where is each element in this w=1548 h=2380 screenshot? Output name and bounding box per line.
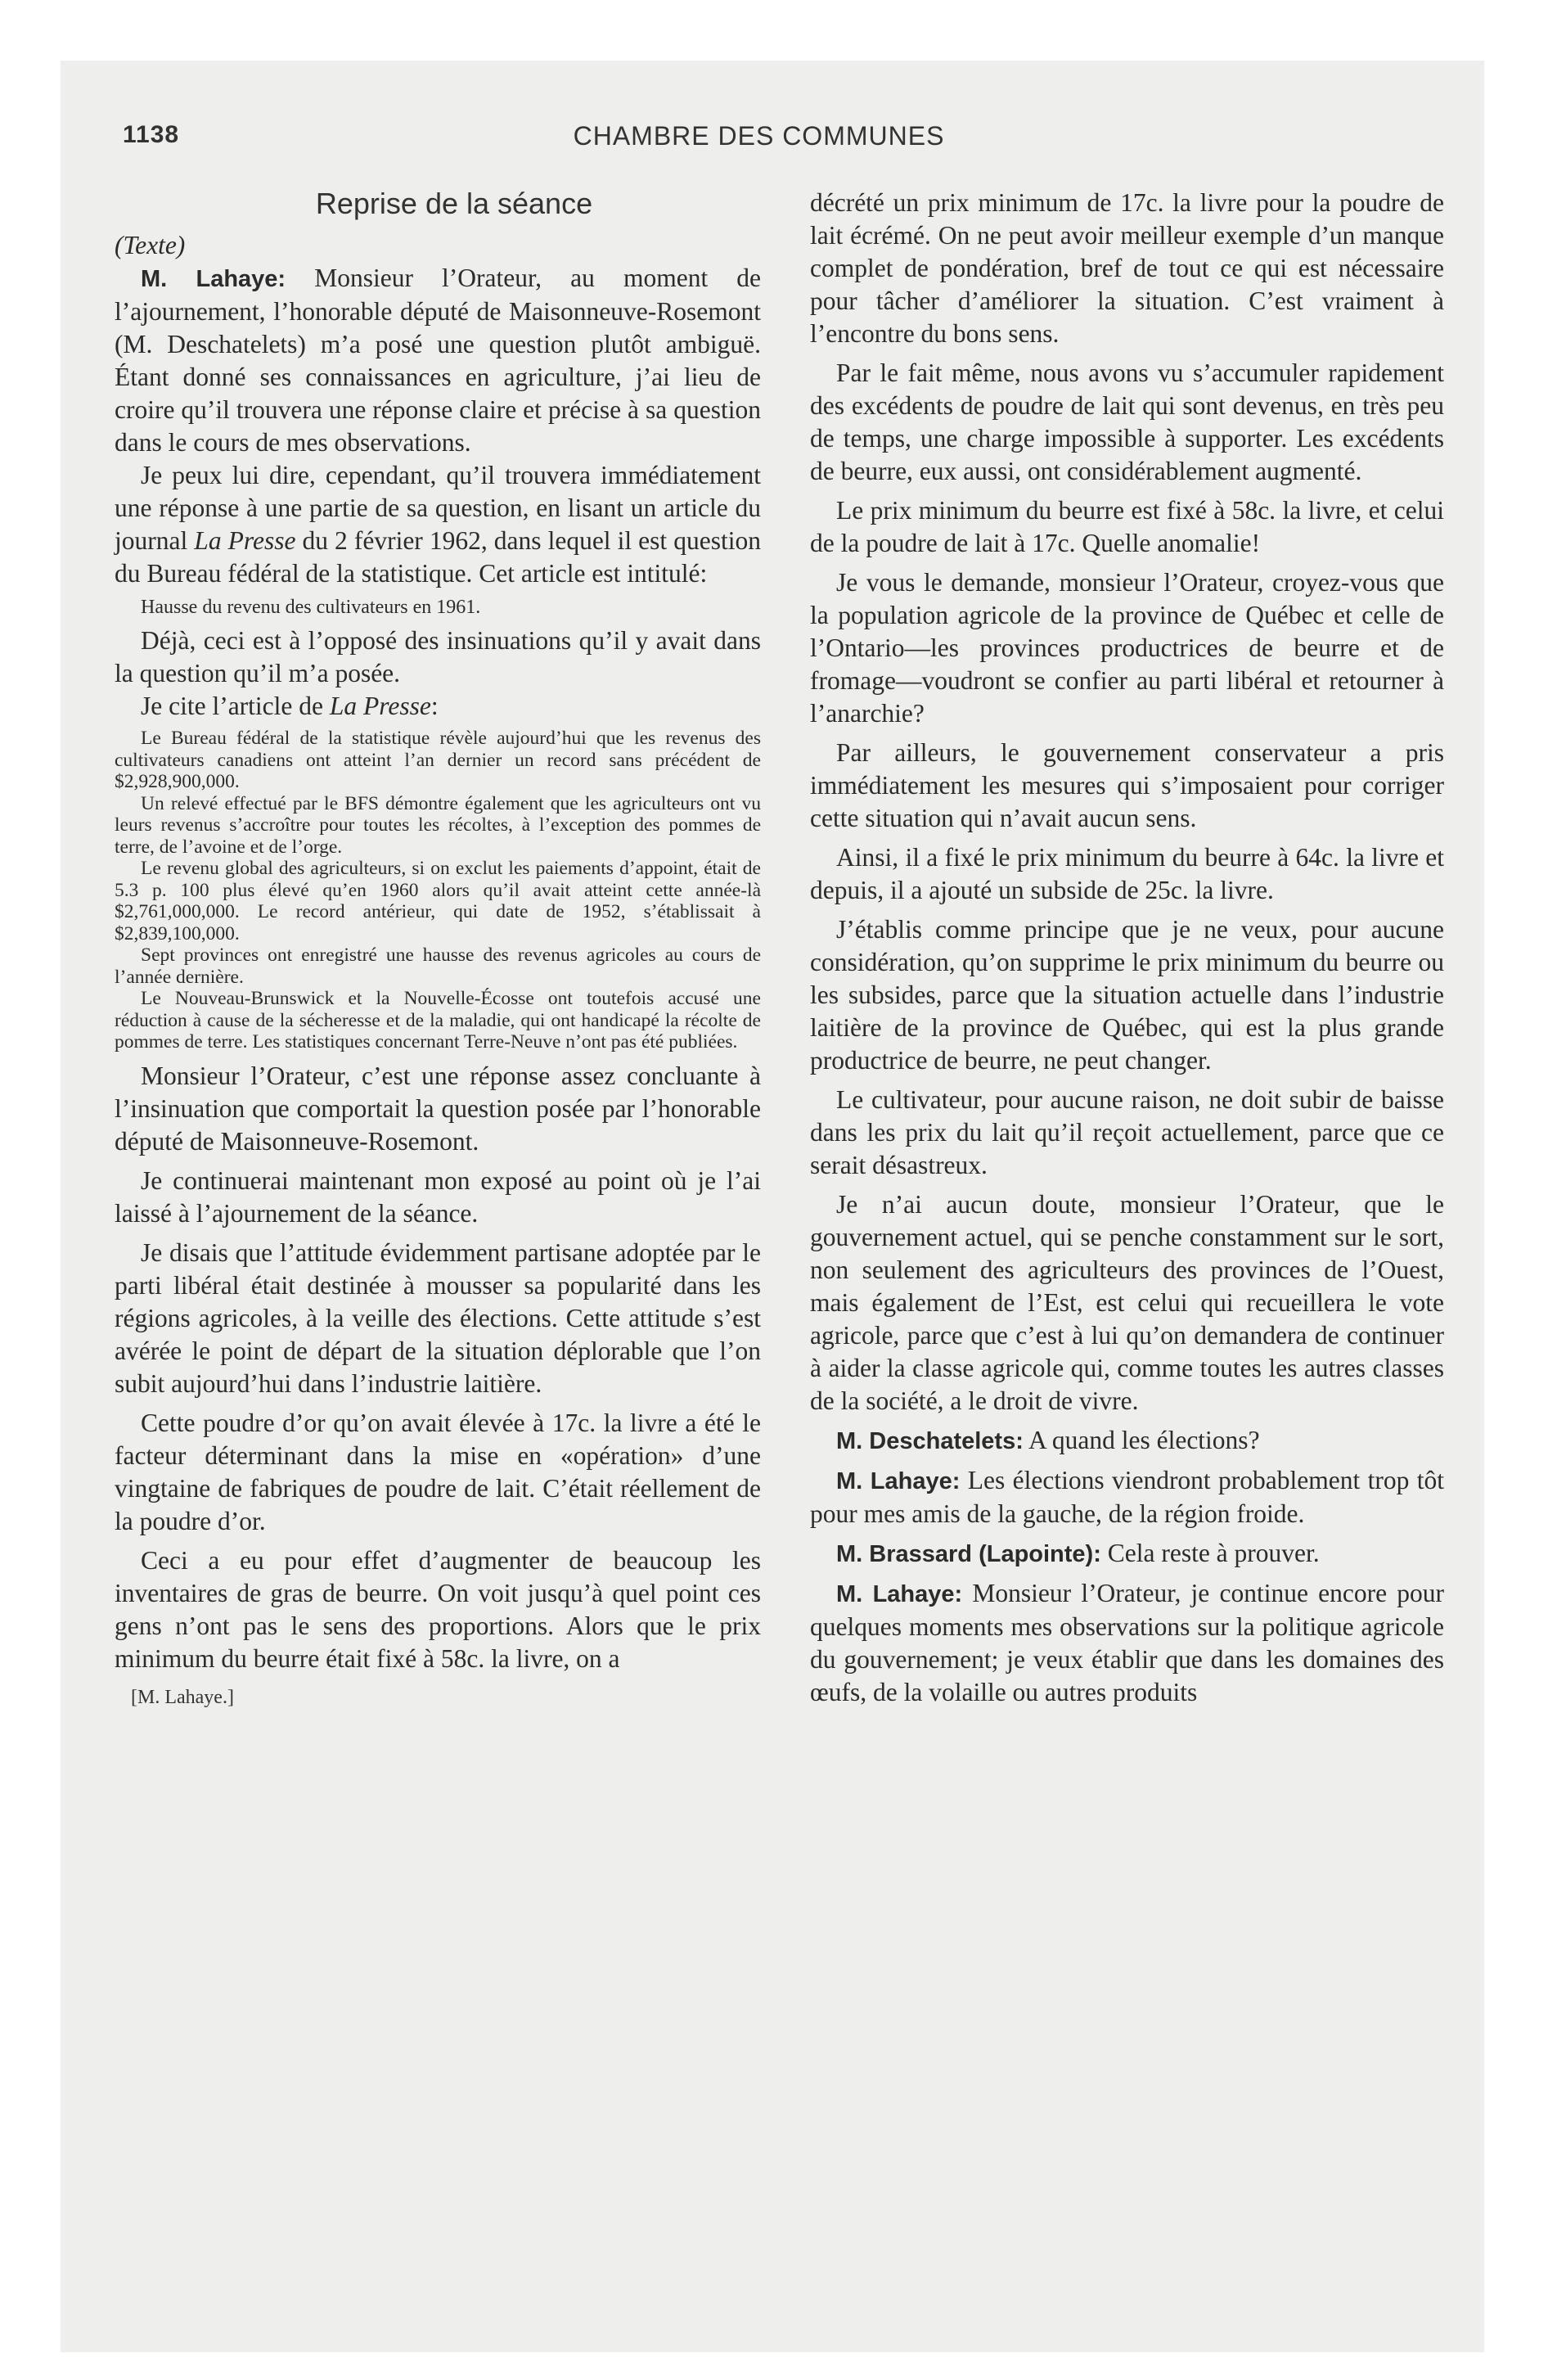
paragraph: Par le fait même, nous avons vu s’accumuler rapidement des excédents de poudre de lait qui sont devenus, en très peu de temps, une charge impossible à supporter. Les excédents de beurre, eux aussi, ont considérablement augmenté. [810,358,1444,485]
paragraph: décrété un prix minimum de 17c. la livre pour la poudre de lait écrémé. On ne peut avoir meilleur exemple d’un manque complet de pondération, bref de tout ce qui est nécessaire pour tâcher d’améliorer la situation. C’est vraiment à l’encontre du bons sens. [810,188,1444,348]
paragraph [810,1577,1444,1709]
headline-quote [115,595,761,620]
speaker-footnote: [M. Lahaye.] [131,1686,234,1708]
speaker-name: M. Brassard (Lapointe): [836,1541,1101,1567]
paragraph-text: Les élections viendront probablement trop tôt pour mes amis de la gauche, de la région froide. [810,1466,1444,1528]
paragraph [115,690,761,723]
paragraph: Je continuerai maintenant mon exposé au point où je l’ai laissé à l’ajournement de la séance. [115,1165,761,1228]
page-number: 1138 [123,121,180,148]
texte-label: (Texte) [115,231,186,259]
speaker-name: M. Lahaye: [141,266,286,292]
paragraph-text: : [430,692,439,720]
paragraph: Je vous le demande, monsieur l’Orateur, croyez-vous que la population agricole de la province de Québec et celle de l’Ontario—les provinces productrices de beurre et de fromage—voudront se confier au parti libéral et retourner à l’anarchie? [810,568,1444,728]
paragraph: Par ailleurs, le gouvernement conservateur a pris immédiatement les mesures qui s’imposaient pour corriger cette situation qui n’avait aucun sens. [810,738,1444,832]
left-column [115,187,761,1709]
paragraph-text: A quand les élections? [1028,1426,1260,1454]
quote-paragraph: Le revenu global des agriculteurs, si on exclut les paiements d’appoint, était de 5.3 p. 100 plus élevé qu’en 1960 alors qu’il avait atteint cette année-là $2,761,000,000. Le record antérieur, qui date de 1952, s’établissait à $2,839,100,000. [115,858,761,944]
article-quote [115,728,761,1053]
speaker-name: M. Lahaye: [836,1468,961,1494]
paragraph: Le prix minimum du beurre est fixé à 58c. la livre, et celui de la poudre de lait à 17c. Quelle anomalie! [810,496,1444,557]
paragraph [115,459,761,590]
paragraph [810,1537,1444,1571]
paragraph: Ainsi, il a fixé le prix minimum du beurre à 64c. la livre et depuis, il a ajouté un subside de 25c. la livre. [810,843,1444,904]
quote-text: Hausse du revenu des cultivateurs en 1961. [141,597,481,618]
quote-paragraph: Le Bureau fédéral de la statistique révèle aujourd’hui que les revenus des cultivateurs canadiens ont atteint l’an dernier un record sans précédent de $2,928,900,000. [115,728,761,792]
paragraph-text: Cela reste à prouver. [1107,1539,1320,1567]
section-title: Reprise de la séance [315,187,593,220]
right-column [810,187,1444,1709]
quote-paragraph: Un relevé effectué par le BFS démontre également que les agriculteurs ont vu leurs revenus s’accroître pour toutes les récoltes, à l’exception des pommes de terre, de l’avoine et de l’orge. [115,792,761,858]
paragraph: Le cultivateur, pour aucune raison, ne doit subir de baisse dans les prix du lait qu’il reçoit actuellement, parce que ce serait désastreux. [810,1085,1444,1179]
paragraph-text: Monsieur l’Orateur, je continue encore pour quelques moments mes observations sur la politique agricole du gouvernement; je veux établir que dans les domaines des œufs, de la volaille ou autres produits [810,1579,1444,1706]
page-header [123,121,1395,157]
paragraph: Cette poudre d’or qu’on avait élevée à 17c. la livre a été le facteur déterminant dans la mise en «opération» d’une vingtaine de fabriques de poudre de lait. C’était réellement de la poudre d’or. [115,1408,761,1535]
speaker-name: M. Lahaye: [836,1581,963,1607]
paragraph: Je n’ai aucun doute, monsieur l’Orateur, que le gouvernement actuel, qui se penche constamment sur le sort, non seulement des agriculteurs des provinces de l’Ouest, mais également de l’Est, est celui qui recueillera le vote agricole, parce que c’est à lui qu’on demandera de continuer à aider la classe agricole qui, comme toutes les autres classes de la société, a le droit de vivre. [810,1190,1444,1415]
paragraph-text: Monsieur l’Orateur, au moment de l’ajournement, l’honorable député de Maisonneuve-Rosemont (M. Deschatelets) m’a posé une question plutôt ambiguë. Étant donné ses connaissances en agriculture, j’ai lieu de croire qu’il trouvera une réponse claire et précise à sa question dans le cours de mes observations. [115,264,762,457]
newspaper-title: La Presse [194,526,296,555]
running-title: CHAMBRE DES COMMUNES [573,121,945,151]
paragraph-text: Je cite l’article de [141,692,330,720]
paragraph: J’établis comme principe que je ne veux, pour aucune considération, qu’on supprime le prix minimum du beurre ou les subsides, parce que la situation actuelle dans l’industrie laitière de la province de Québec, qui est la plus grande productrice de beurre, ne peut changer. [810,915,1444,1075]
paragraph-text: Je peux lui dire, cependant, qu’il trouvera immédiatement une réponse à une partie de sa question, en lisant un article du journal [115,461,761,555]
paragraph: Je disais que l’attitude évidemment partisane adoptée par le parti libéral était destinée à mousser sa popularité dans les régions agricoles, à la veille des élections. Cette attitude s’est avérée le point de départ de la situation déplorable que l’on subit aujourd’hui dans l’industrie laitière. [115,1237,761,1398]
paragraph [810,1424,1444,1458]
paragraph: Monsieur l’Orateur, c’est une réponse assez concluante à l’insinuation que comportait la question posée par l’honorable député de Maisonneuve-Rosemont. [115,1061,761,1156]
paragraph: Déjà, ceci est à l’opposé des insinuations qu’il y avait dans la question qu’il m’a posée. [115,626,761,687]
paragraph-text: du 2 février 1962, dans lequel il est question du Bureau fédéral de la statistique. Cet article est intitulé: [115,526,761,588]
paragraph: Ceci a eu pour effet d’augmenter de beaucoup les inventaires de gras de beurre. On voit jusqu’à quel point ces gens n’ont pas le sens des proportions. Alors que le prix minimum du beurre était fixé à 58c. la livre, on a [115,1545,761,1673]
quote-paragraph: Sept provinces ont enregistré une hausse des revenus agricoles au cours de l’année dernière. [115,944,761,988]
newspaper-title: La Presse [329,692,431,720]
quote-paragraph: Le Nouveau-Brunswick et la Nouvelle-Écosse ont toutefois accusé une réduction à cause de la sécheresse et de la maladie, qui ont handicapé la récolte de pommes de terre. Les statistiques concernant Terre-Neuve n’ont pas été publiées. [115,988,761,1053]
paragraph [810,1464,1444,1530]
speaker-name: M. Deschatelets: [836,1428,1024,1454]
paragraph [115,262,761,459]
